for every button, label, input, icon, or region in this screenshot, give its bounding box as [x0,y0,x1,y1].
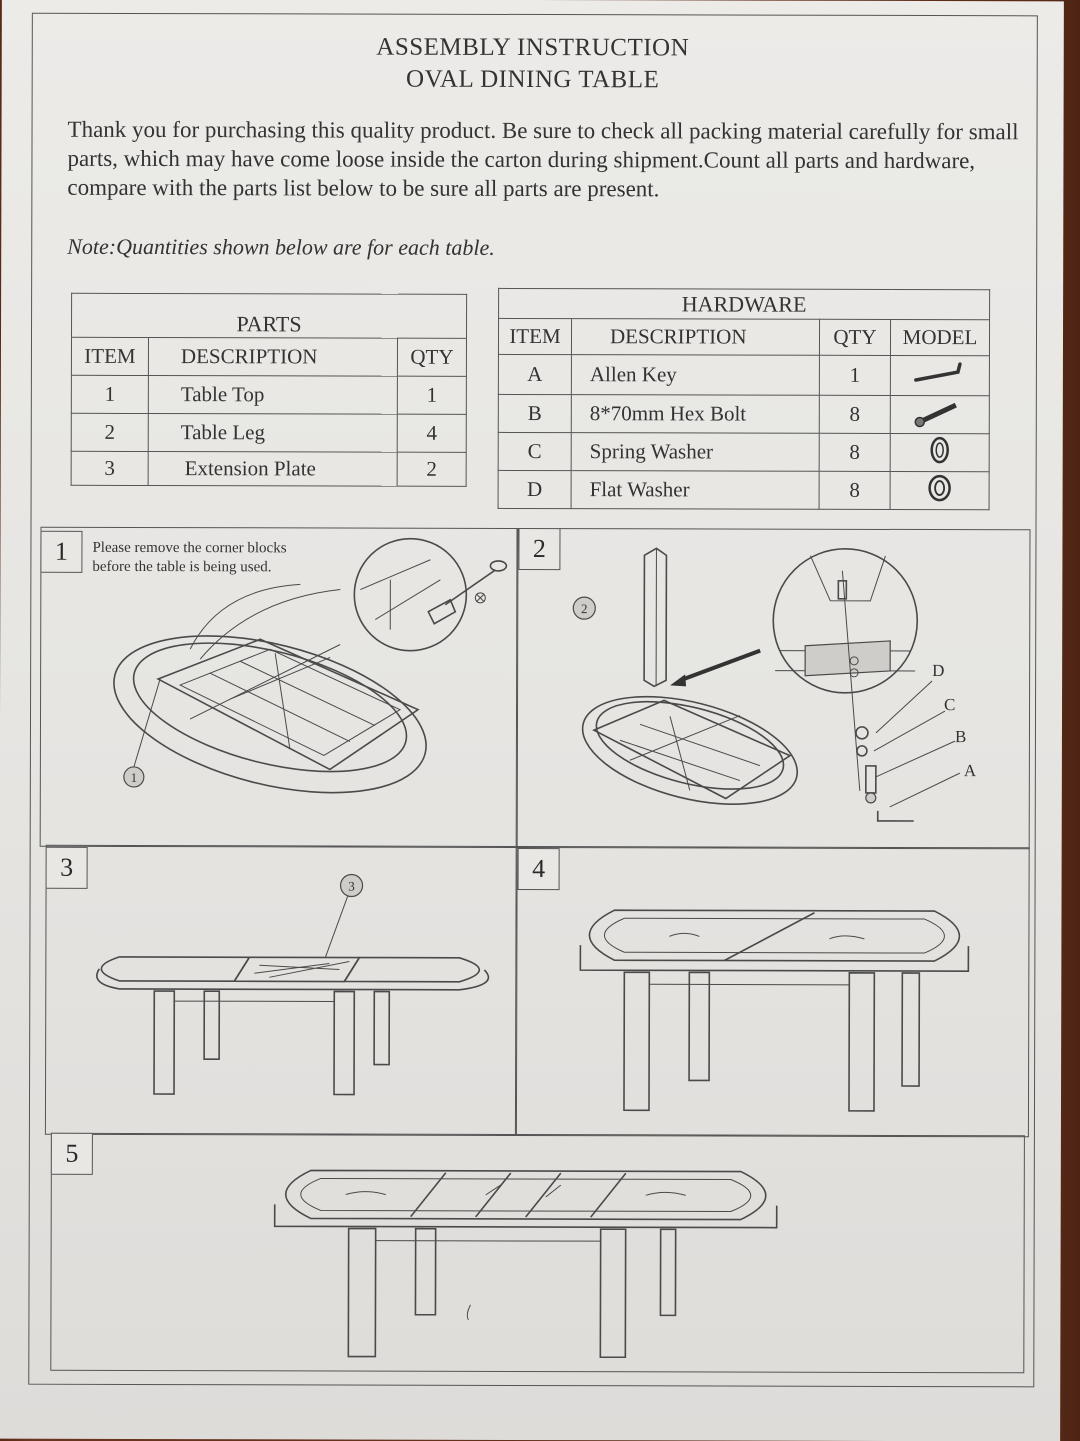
hardware-qty: 8 [819,433,890,471]
parts-table-title: PARTS [72,293,467,338]
parts-qty: 4 [397,414,466,452]
parts-description: Extension Plate [148,451,397,486]
step-number-1: 1 [40,531,82,573]
step-3-callout: 3 [348,879,355,894]
page-title: ASSEMBLY INSTRUCTION [2,33,1064,64]
hardware-item: D [498,470,571,508]
table-row [71,451,466,486]
flat-washer-icon [910,472,970,502]
parts-table [71,293,468,487]
parts-item: 1 [71,375,148,413]
hardware-table-title: HARDWARE [499,288,990,319]
page-subtitle: OVAL DINING TABLE [2,65,1064,96]
parts-item: 2 [71,413,148,451]
hardware-label-d: D [932,661,944,681]
parts-header-qty: QTY [397,338,466,376]
step-4-closed-table-diagram [574,900,975,1116]
hardware-qty: 1 [819,355,890,395]
hardware-description: Allen Key [571,355,819,396]
table-row [498,354,989,395]
hardware-header-model: MODEL [890,319,989,355]
hardware-header-qty: QTY [819,319,890,355]
step-number-4: 4 [518,848,560,890]
allen-key-icon [910,357,970,387]
step-1-hint-line1: Please remove the corner blocks [92,539,286,559]
hardware-description: Flat Washer [571,471,819,510]
hardware-item: C [498,432,571,470]
table-row [71,375,466,414]
parts-qty: 2 [397,452,466,486]
hardware-description: 8*70mm Hex Bolt [571,395,819,434]
hardware-header-item: ITEM [498,318,571,354]
hardware-label-a: A [964,761,976,781]
parts-qty: 1 [397,376,466,414]
step-1-hint-line2: before the table is being used. [92,558,271,577]
step-2-leg-attach-diagram [560,540,1001,831]
step-number-3: 3 [46,847,88,889]
parts-item: 3 [71,451,148,485]
table-row [71,413,466,452]
table-row [498,470,989,509]
hex-bolt-icon [910,396,970,426]
step-number-2: 2 [518,528,560,570]
hardware-header-description: DESCRIPTION [571,319,819,356]
step-2-callout: 2 [581,601,588,616]
parts-description: Table Leg [148,413,397,452]
hardware-qty: 8 [819,471,890,509]
table-row [498,394,989,433]
hardware-table [498,288,991,510]
parts-header-description: DESCRIPTION [148,337,397,376]
hardware-label-c: C [944,695,955,715]
spring-washer-icon [910,434,970,464]
table-row [498,432,989,471]
parts-header-item: ITEM [71,337,148,375]
parts-description: Table Top [148,375,397,414]
hardware-item: B [498,394,571,432]
hardware-label-b: B [955,727,966,747]
intro-paragraph: Thank you for purchasing this quality product. Be sure to check all packing material carefully for small parts, which may have come loose inside the carton during shipment.Count all parts and hardware, compare with the parts list below to be sure all parts are present. [67,115,1027,205]
step-5-extended-table-diagram [270,1164,781,1360]
quantity-note: Note:Quantities shown below are for each table. [67,234,495,261]
hardware-qty: 8 [819,395,890,433]
hardware-description: Spring Washer [571,433,819,472]
step-1-table-underside-diagram [110,549,511,830]
hardware-item: A [498,354,571,394]
step-3-extension-diagram [79,869,500,1100]
step-1-callout: 1 [131,770,138,785]
step-number-5: 5 [51,1133,93,1175]
